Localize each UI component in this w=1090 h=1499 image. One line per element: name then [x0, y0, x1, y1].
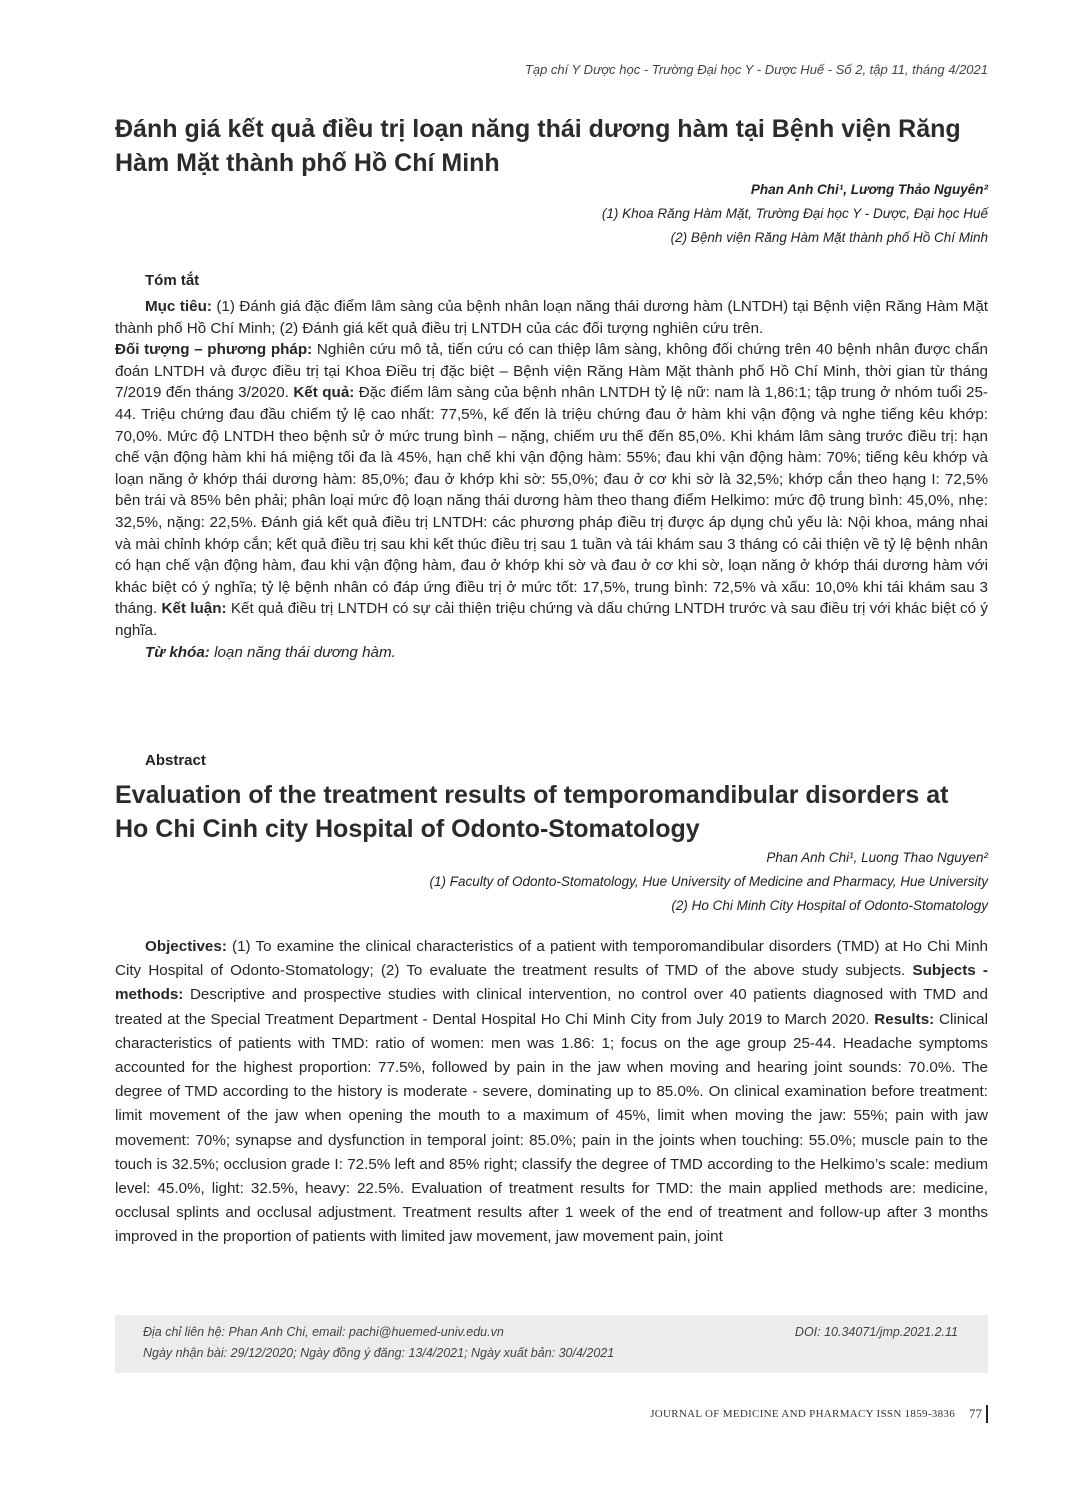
en-objectives-text: (1) To examine the clinical characteristics of a patient with temporomandibular disorders (TMD) at Ho Chi Minh City Hospital of Odonto-Stomatology; (2) To evaluate the treatment results of TMD of the above study subjects.: [115, 938, 988, 980]
vn-abstract: [115, 296, 988, 663]
en-section-heading: Abstract: [145, 752, 206, 769]
en-results-text: Clinical characteristics of patients with TMD: ratio of women: men was 1.86: 1; focus on the age group 25-44. Headache symptoms accounted for the highest proportion: 77.5%, followed by pain in the jaw when moving and hearing joint sounds: 70.0%. The degree of TMD according to the history is moderate - severe, dominating up to 85.0%. On clinical examination before treatment: limit movement of the jaw when opening the mouth to a maximum of 45%, limit when moving the jaw: 55%; pain with jaw movement: 70%; synapse and dysfunction in temporal joint: 85.0%; pain in the joints when touching: 55.0%; muscle pain to the touch is 32.5%; occlusion grade I: 72.5% left and 85% right; classify the degree of TMD according to the Helkimo’s scale: medium level: 45.0%, light: 32.5%, heavy: 22.5%. Evaluation of treatment results for TMD: the main applied methods are: medicine, occlusal splints and occlusal adjustment. Treatment results after 1 week of the end of treatment and follow-up after 3 months improved in the proportion of patients with limited jaw movement, jaw movement pain, joint: [115, 1010, 988, 1246]
vn-title: Đánh giá kết quả điều trị loạn năng thái dương hàm tại Bệnh viện Răng Hàm Mặt thành phố Hồ Chí Minh: [115, 115, 961, 177]
vn-methods-label: Đối tượng – phương pháp:: [115, 341, 313, 359]
vn-objective-text: (1) Đánh giá đặc điểm lâm sàng của bệnh nhân loạn năng thái dương hàm (LNTDH) tại Bệnh viện Răng Hàm Mặt thành phố Hồ Chí Minh; (2) Đánh giá kết quả điều trị LNTDH của các đối tượng nghiên cứu trên.: [115, 298, 989, 337]
vn-keywords-label: Từ khóa:: [145, 643, 210, 661]
en-methods-text: Descriptive and prospective studies with clinical intervention, no control over 40 patients diagnosed with TMD and treated at the Special Treatment Department - Dental Hospital Ho Chi Minh City from July 2019 to March 2020.: [115, 986, 988, 1028]
en-affiliation-1: (1) Faculty of Odonto-Stomatology, Hue University of Medicine and Pharmacy, Hue University: [429, 874, 988, 889]
en-title: Evaluation of the treatment results of temporomandibular disorders at Ho Chi Cinh city Hospital of Odonto-Stomatology: [115, 781, 949, 843]
correspondence-box: [115, 1315, 988, 1373]
en-authors: Phan Anh Chi¹, Luong Thao Nguyen²: [766, 850, 988, 865]
vn-affiliation-2: (2) Bệnh viện Răng Hàm Mặt thành phố Hồ Chí Minh: [670, 230, 988, 245]
vn-section-heading: Tóm tắt: [145, 272, 200, 289]
footer-journal-name: JOURNAL OF MEDICINE AND PHARMACY ISSN 1859-3836: [650, 1408, 955, 1420]
vn-results-label: Kết quả:: [293, 384, 355, 402]
en-authors-block: [430, 846, 988, 918]
vn-objective-label: Mục tiêu:: [145, 298, 212, 315]
page-number-bar: [986, 1405, 988, 1423]
vn-affiliation-1: (1) Khoa Răng Hàm Mặt, Trường Đại học Y - Dược, Đại học Huế: [601, 206, 988, 221]
vn-conclusion-text: Kết quả điều trị LNTDH có sự cải thiện triệu chứng và dấu chứng LNTDH trước và sau điều trị với khác biệt có ý nghĩa.: [115, 600, 988, 639]
contact-line: Địa chỉ liên hệ: Phan Anh Chi, email: pachi@huemed-univ.edu.vn: [143, 1325, 504, 1339]
journal-header: Tạp chí Y Dược học - Trường Đại học Y - Dược Huế - Số 2, tập 11, tháng 4/2021: [524, 62, 988, 77]
en-abstract: [115, 935, 988, 1250]
en-methods-label: Subjects - methods:: [115, 962, 988, 1004]
vn-keywords-text: loạn năng thái dương hàm.: [209, 643, 396, 661]
vn-methods-text: Nghiên cứu mô tả, tiến cứu có can thiệp lâm sàng, không đối chứng trên 40 bệnh nhân được chẩn đoán LNTDH và được điều trị tại Khoa Điều trị đặc biệt – Bệnh viện Răng Hàm Mặt thành phố Hồ Chí Minh, thời gian từ tháng 7/2019 đến tháng 3/2020.: [115, 341, 988, 402]
dates-line: Ngày nhận bài: 29/12/2020; Ngày đồng ý đăng: 13/4/2021; Ngày xuất bản: 30/4/2021: [143, 1346, 615, 1360]
en-results-label: Results:: [874, 1010, 935, 1028]
doi-link[interactable]: DOI: 10.34071/jmp.2021.2.11: [794, 1325, 958, 1339]
vn-authors: Phan Anh Chi¹, Lương Thảo Nguyên²: [750, 182, 988, 197]
en-affiliation-2: (2) Ho Chi Minh City Hospital of Odonto-Stomatology: [671, 898, 988, 913]
page-footer: [650, 1405, 988, 1423]
vn-authors-block: [602, 178, 988, 250]
en-objectives-label: Objectives:: [145, 938, 227, 955]
page-number: 77: [969, 1406, 982, 1421]
vn-conclusion-label: Kết luận:: [161, 600, 227, 618]
vn-results-text: Đặc điểm lâm sàng của bệnh nhân LNTDH tỷ lệ nữ: nam là 1,86:1; tập trung ở nhóm tuổi 25-44. Triệu chứng đau đầu chiếm tỷ lệ cao nhất: 77,5%, kế đến là triệu chứng đau ở hàm khi vận động và nghe tiếng kêu khớp: 70,0%. Mức độ LNTDH theo bệnh sử ở mức trung bình – nặng, chiếm ưu thế đến 85,0%. Khi khám lâm sàng trước điều trị: hạn chế vận động hàm khi há miệng tối đa là 45%, hạn chế khi vận động hàm: 55%; đau khi vận động hàm: 70%; tiếng kêu khớp và loạn năng ở khớp thái dương hàm: 85,0%; đau ở khớp khi sờ: 55,0%; đau ở cơ khi sờ là 32,5%; khớp cắn theo hạng I: 72,5% bên trái và 85% bên phải; phân loại mức độ loạn năng thái dương hàm theo thang điểm Helkimo: mức độ trung bình: 45,0%, nhẹ: 32,5%, nặng: 22,5%. Đánh giá kết quả điều trị LNTDH: các phương pháp điều trị được áp dụng chủ yếu là: Nội khoa, máng nhai và mài chỉnh khớp cắn; kết quả điều trị sau khi kết thúc điều trị sau 1 tuần và tái khám sau 3 tháng có cải thiện về tỷ lệ bệnh nhân có hạn chế vận động hàm, đau khi vận động hàm, đau ở khớp khi sờ và đau ở cơ khi sờ, loạn năng ở khớp thái dương hàm với khác biệt có ý nghĩa; tỷ lệ bệnh nhân có đáp ứng điều trị ở mức tốt: 17,5%, trung bình: 72,5% và xấu: 10,0% khi tái khám sau 3 tháng.: [115, 384, 988, 618]
